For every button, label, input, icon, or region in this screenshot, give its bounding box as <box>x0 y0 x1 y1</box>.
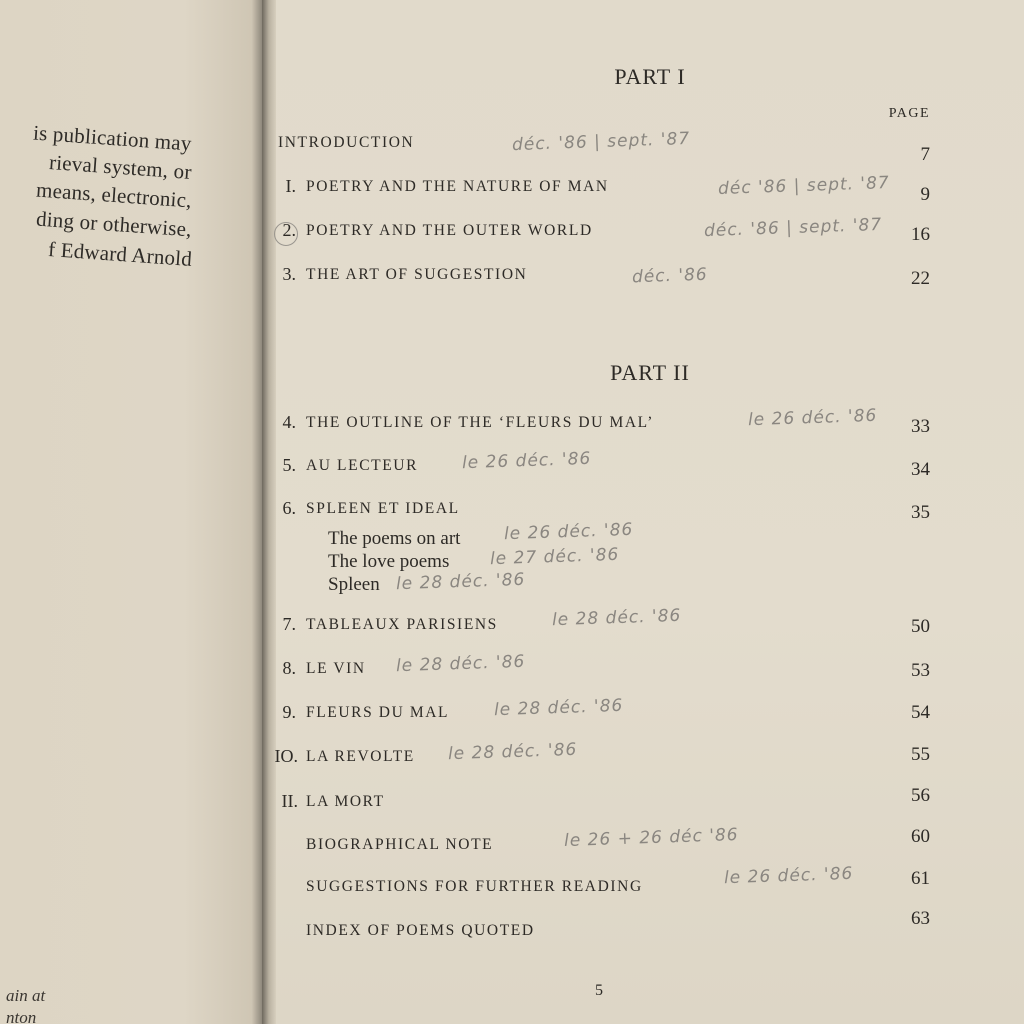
copyright-line: ding or otherwise, <box>35 206 193 242</box>
entry-number: 8. <box>282 658 296 678</box>
entry-page: 35 <box>911 502 930 523</box>
copyright-line: is publication may <box>32 120 193 156</box>
pencil-annotation: le 27 déc. '86 <box>489 544 620 570</box>
pencil-annotation: déc '86 | sept. '87 <box>717 173 891 199</box>
entry-number: 5. <box>282 455 296 475</box>
contents-page <box>276 0 1024 1024</box>
copyright-line: means, electronic, <box>35 177 193 213</box>
printer-line: nton <box>6 1008 37 1024</box>
toc-entry-chapter-1 <box>276 173 1024 206</box>
entry-number: 2. <box>282 220 296 240</box>
pencil-annotation: le 26 déc. '86 <box>747 405 878 431</box>
entry-number: 3. <box>282 264 296 284</box>
toc-entry-chapter-2 <box>276 214 1024 250</box>
pencil-annotation: le 26 déc. '86 <box>461 448 592 474</box>
entry-page: 22 <box>911 268 930 289</box>
entry-page: 16 <box>911 224 930 245</box>
entry-number: 9. <box>282 702 296 722</box>
toc-entry-chapter-3 <box>276 264 1024 294</box>
entry-title: LA REVOLTE <box>306 748 415 765</box>
entry-page: 54 <box>911 702 930 723</box>
entry-title: INDEX OF POEMS QUOTED <box>306 922 535 939</box>
pencil-annotation: le 28 déc. '86 <box>551 605 682 631</box>
entry-page: 9 <box>920 184 930 205</box>
entry-number: 4. <box>282 412 296 432</box>
entry-title: THE ART OF SUGGESTION <box>306 266 528 283</box>
entry-page: 56 <box>911 785 930 806</box>
pencil-annotation: le 28 déc. '86 <box>395 651 526 677</box>
entry-title: FLEURS DU MAL <box>306 704 450 721</box>
toc-entry-chapter-8 <box>276 651 1024 688</box>
entry-number: II. <box>281 791 298 811</box>
entry-title: LE VIN <box>306 660 366 677</box>
toc-entry-chapter-7 <box>276 605 1024 644</box>
pencil-annotation: le 28 déc. '86 <box>493 695 624 721</box>
entry-title: INTRODUCTION <box>278 134 415 151</box>
entry-page: 61 <box>911 868 930 889</box>
entry-number: 7. <box>282 614 296 634</box>
copyright-line: rieval system, or <box>48 150 193 184</box>
toc-entry-further-reading <box>276 863 1024 906</box>
pencil-annotation: le 26 déc. '86 <box>503 519 634 545</box>
entry-page: 55 <box>911 744 930 765</box>
page-column-header: PAGE <box>888 106 930 121</box>
entry-title: LA MORT <box>306 793 385 810</box>
entry-title: POETRY AND THE OUTER WORLD <box>306 222 593 239</box>
entry-title: TABLEAUX PARISIENS <box>306 616 498 633</box>
pencil-annotation: le 28 déc. '86 <box>447 739 578 765</box>
entry-title: SUGGESTIONS FOR FURTHER READING <box>306 878 643 895</box>
pencil-annotation: déc. '86 | sept. '87 <box>511 128 691 156</box>
entry-title: SPLEEN ET IDEAL <box>306 500 460 517</box>
entry-number: IO. <box>274 746 298 766</box>
pencil-annotation: déc. '86 <box>631 264 709 288</box>
entry-number: I. <box>285 176 296 196</box>
entry-page: 34 <box>911 459 930 480</box>
subentry-title: The love poems <box>328 551 450 572</box>
entry-page: 60 <box>911 826 930 847</box>
part-two-heading: PART II <box>610 360 690 385</box>
part-one-heading: PART I <box>614 64 686 89</box>
entry-page: 7 <box>920 144 930 165</box>
left-page <box>0 0 262 1024</box>
printer-line: ain at <box>6 986 46 1005</box>
toc-entry-index <box>276 908 1024 950</box>
toc-entry-chapter-4 <box>276 405 1024 442</box>
copyright-line: f Edward Arnold <box>47 237 193 271</box>
entry-page: 50 <box>911 616 930 637</box>
entry-title: BIOGRAPHICAL NOTE <box>306 836 494 853</box>
page-number: 5 <box>595 982 603 999</box>
toc-entry-chapter-9 <box>276 695 1024 732</box>
pencil-annotation: le 28 déc. '86 <box>395 569 526 595</box>
entry-title: AU LECTEUR <box>306 457 419 474</box>
entry-page: 53 <box>911 660 930 681</box>
toc-entry-chapter-11 <box>276 785 1024 821</box>
toc-entry-chapter-10 <box>274 739 1024 776</box>
entry-title: THE OUTLINE OF THE ‘FLEURS DU MAL’ <box>306 414 655 431</box>
pencil-annotation: déc. '86 | sept. '87 <box>703 214 883 242</box>
toc-entry-chapter-5 <box>276 448 1024 485</box>
toc-entry-chapter-6 <box>276 498 1024 528</box>
entry-page: 63 <box>911 908 930 929</box>
entry-number: 6. <box>282 498 296 518</box>
subentry-title: The poems on art <box>328 528 461 549</box>
pencil-annotation: le 26 déc. '86 <box>723 863 854 889</box>
entry-title: POETRY AND THE NATURE OF MAN <box>306 178 609 195</box>
toc-entry-biographical-note <box>276 824 1024 864</box>
pencil-annotation: le 26 + 26 déc '86 <box>563 824 739 852</box>
toc-entry-introduction <box>276 128 1024 165</box>
subentry-title: Spleen <box>328 574 380 595</box>
entry-page: 33 <box>911 416 930 437</box>
toc-subentry <box>276 569 1024 604</box>
